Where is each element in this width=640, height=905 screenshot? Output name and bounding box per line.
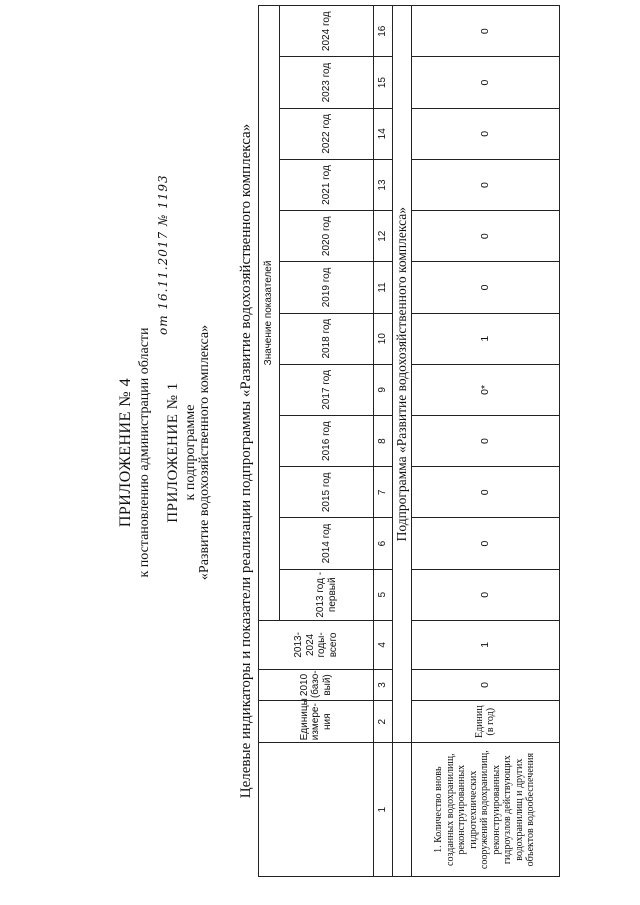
resolution-line: к постановлению администрации области bbox=[137, 327, 152, 578]
column-number: 13 bbox=[374, 159, 393, 210]
column-number: 15 bbox=[374, 57, 393, 108]
header-units: Единицы измере-ния bbox=[259, 701, 374, 743]
indicator-value: 0 bbox=[411, 569, 559, 620]
column-number: 5 bbox=[374, 569, 393, 620]
indicator-value: 0 bbox=[411, 211, 559, 262]
year-cell: 2018 год bbox=[280, 313, 374, 364]
indicator-name: 1. Количество вновь созданных водохранилищ, реконструированных гидротехнических сооружений водохранилищ, реконструированных гидроузлов действующих водохранилищ и других объектов водообеспечения bbox=[411, 743, 559, 877]
indicator-unit: Единиц (в год) bbox=[411, 701, 559, 743]
indicator-value: 0 bbox=[411, 57, 559, 108]
column-number: 10 bbox=[374, 313, 393, 364]
header-values: Значение показателей bbox=[259, 6, 280, 621]
indicator-value: 0 bbox=[411, 108, 559, 159]
column-number: 1 bbox=[374, 743, 393, 877]
indicator-value: 0 bbox=[411, 416, 559, 467]
subprogram-title: Подпрограмма «Развитие водохозяйственного комплекса» bbox=[393, 6, 412, 743]
column-number: 2 bbox=[374, 701, 393, 743]
indicator-value: 0* bbox=[411, 364, 559, 415]
column-number: 9 bbox=[374, 364, 393, 415]
indicator-total: 1 bbox=[411, 620, 559, 669]
year-cell: 2017 год bbox=[280, 364, 374, 415]
column-number: 12 bbox=[374, 211, 393, 262]
indicator-value: 0 bbox=[411, 467, 559, 518]
indicator-value: 1 bbox=[411, 313, 559, 364]
column-number: 4 bbox=[374, 620, 393, 669]
appendix-heading: ПРИЛОЖЕНИЕ № 4 bbox=[117, 377, 134, 528]
column-number: 3 bbox=[374, 669, 393, 700]
indicator-value: 0 bbox=[411, 6, 559, 57]
year-cell: 2022 год bbox=[280, 108, 374, 159]
appendix2-heading: ПРИЛОЖЕНИЕ № 1 bbox=[165, 382, 181, 523]
subprogram-spacer bbox=[393, 743, 412, 877]
column-number: 16 bbox=[374, 6, 393, 57]
year-cell: 2021 год bbox=[280, 159, 374, 210]
year-cell: 2019 год bbox=[280, 262, 374, 313]
year-cell: 2024 год bbox=[280, 6, 374, 57]
indicator-value: 0 bbox=[411, 159, 559, 210]
column-number: 6 bbox=[374, 518, 393, 569]
handwritten-signature: от 16.11.2017 № 1193 bbox=[156, 174, 170, 335]
table-row bbox=[411, 6, 559, 877]
to-subprogram-line: к подпрограмме bbox=[183, 404, 198, 501]
column-number: 8 bbox=[374, 416, 393, 467]
subprogram-quote-line: «Развитие водохозяйственного комплекса» bbox=[197, 324, 212, 581]
column-number: 7 bbox=[374, 467, 393, 518]
year-cell: 2015 год bbox=[280, 467, 374, 518]
indicator-value: 0 bbox=[411, 262, 559, 313]
year-cell: 2020 год bbox=[280, 211, 374, 262]
indicators-table bbox=[258, 5, 560, 877]
header-indicator-cell bbox=[259, 743, 374, 877]
year-cell: 2013 год - первый bbox=[280, 569, 374, 620]
column-number: 14 bbox=[374, 108, 393, 159]
header-base-year: 2010 (базо-вый) bbox=[259, 669, 374, 700]
year-cell: 2023 год bbox=[280, 57, 374, 108]
subprogram-row bbox=[393, 6, 412, 877]
table-title: Целевые индикаторы и показатели реализации подпрограммы «Развитие водохозяйственного комплекса» bbox=[238, 123, 254, 799]
header-total: 2013-2024 годы-всего bbox=[259, 620, 374, 669]
header-row-top bbox=[259, 6, 280, 877]
indicator-value: 0 bbox=[411, 518, 559, 569]
year-cell: 2014 год bbox=[280, 518, 374, 569]
year-cell: 2016 год bbox=[280, 416, 374, 467]
indicator-base: 0 bbox=[411, 669, 559, 700]
column-number-row bbox=[374, 6, 393, 877]
column-number: 11 bbox=[374, 262, 393, 313]
